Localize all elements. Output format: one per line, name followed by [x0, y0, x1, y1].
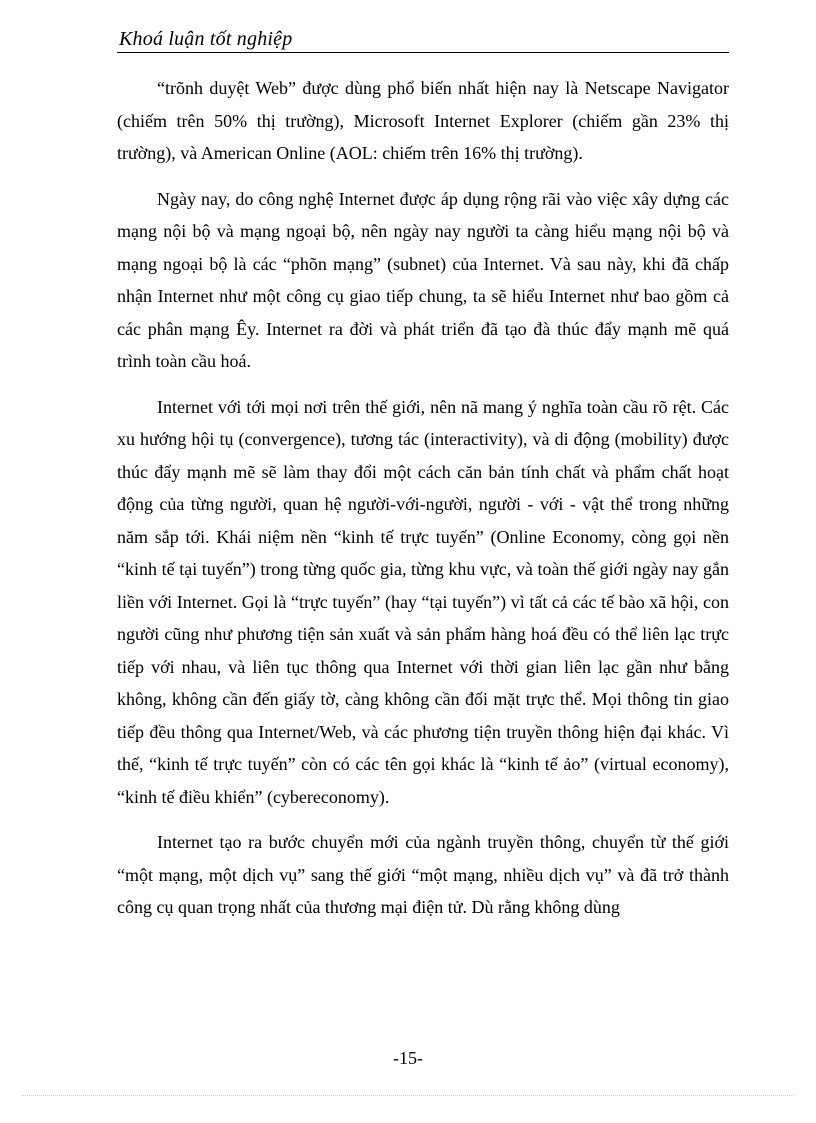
paragraph: Ngày nay, do công nghệ Internet được áp dụng rộng rãi vào việc xây dựng các mạng nội bộ và mạng ngoại bộ, nên ngày nay người ta càng hiểu mạng nội bộ và mạng ngoại bộ là các “phõn mạng” (subnet) của Internet. Và sau này, khi đã chấp nhận Internet như một công cụ giao tiếp chung, ta sẽ hiểu Internet như bao gồm cả các phân mạng Êy. Internet ra đời và phát triển đã tạo đà thúc đẩy mạnh mẽ quá trình toàn cầu hoá.: [117, 188, 729, 371]
paragraph: Internet với tới mọi nơi trên thế giới, nên nã mang ý nghĩa toàn cầu rõ rệt. Các xu hướng hội tụ (convergence), tương tác (interactivity), và di động (mobility) được thúc đẩy mạnh mẽ sẽ làm thay đổi một cách căn bản tính chất và phẩm chất hoạt động của từng người, quan hệ người-với-người, người - với - vật thể trong những năm sắp tới. Khái niệm nền “kinh tế trực tuyến” (Online Economy, còng gọi nền “kinh tế tại tuyến”) trong từng quốc gia, từng khu vực, và toàn thế giới ngày nay gắn liền với Internet. Gọi là “trực tuyến” (hay “tại tuyến”) vì tất cả các tế bào xã hội, con người cũng như phương tiện sản xuất và sản phẩm hàng hoá đều có thể liên lạc trực tiếp với nhau, và liên tục thông qua Internet với thời gian liên lạc gần như bằng không, không cần đến giấy tờ, càng không cần đối mặt trực thể. Mọi thông tin giao tiếp đều thông qua Internet/Web, và các phương tiện truyền thông hiện đại khác. Vì thế, “kinh tế trực tuyến” còn có các tên gọi khác là “kinh tế ảo” (virtual economy), “kinh tế điều khiển” (cybereconomy).: [117, 396, 729, 807]
paragraph: “trõnh duyệt Web” được dùng phổ biến nhất hiện nay là Netscape Navigator (chiếm trên 50% thị trường), Microsoft Internet Explorer (chiếm gần 23% thị trường), và American Online (AOL: chiếm trên 16% thị trường).: [117, 78, 729, 163]
page-header: [117, 26, 729, 53]
page-number: -15-: [393, 1048, 423, 1068]
paragraph: Internet tạo ra bước chuyển mới của ngành truyền thông, chuyển từ thế giới “một mạng, một dịch vụ” sang thế giới “một mạng, nhiều dịch vụ” và đã trở thành công cụ quan trọng nhất của thương mại điện tử. Dù rằng không dùng: [117, 832, 729, 917]
body-text: [117, 72, 729, 924]
bottom-divider: [22, 1095, 794, 1096]
header-title: Khoá luận tốt nghiệp: [119, 28, 293, 50]
